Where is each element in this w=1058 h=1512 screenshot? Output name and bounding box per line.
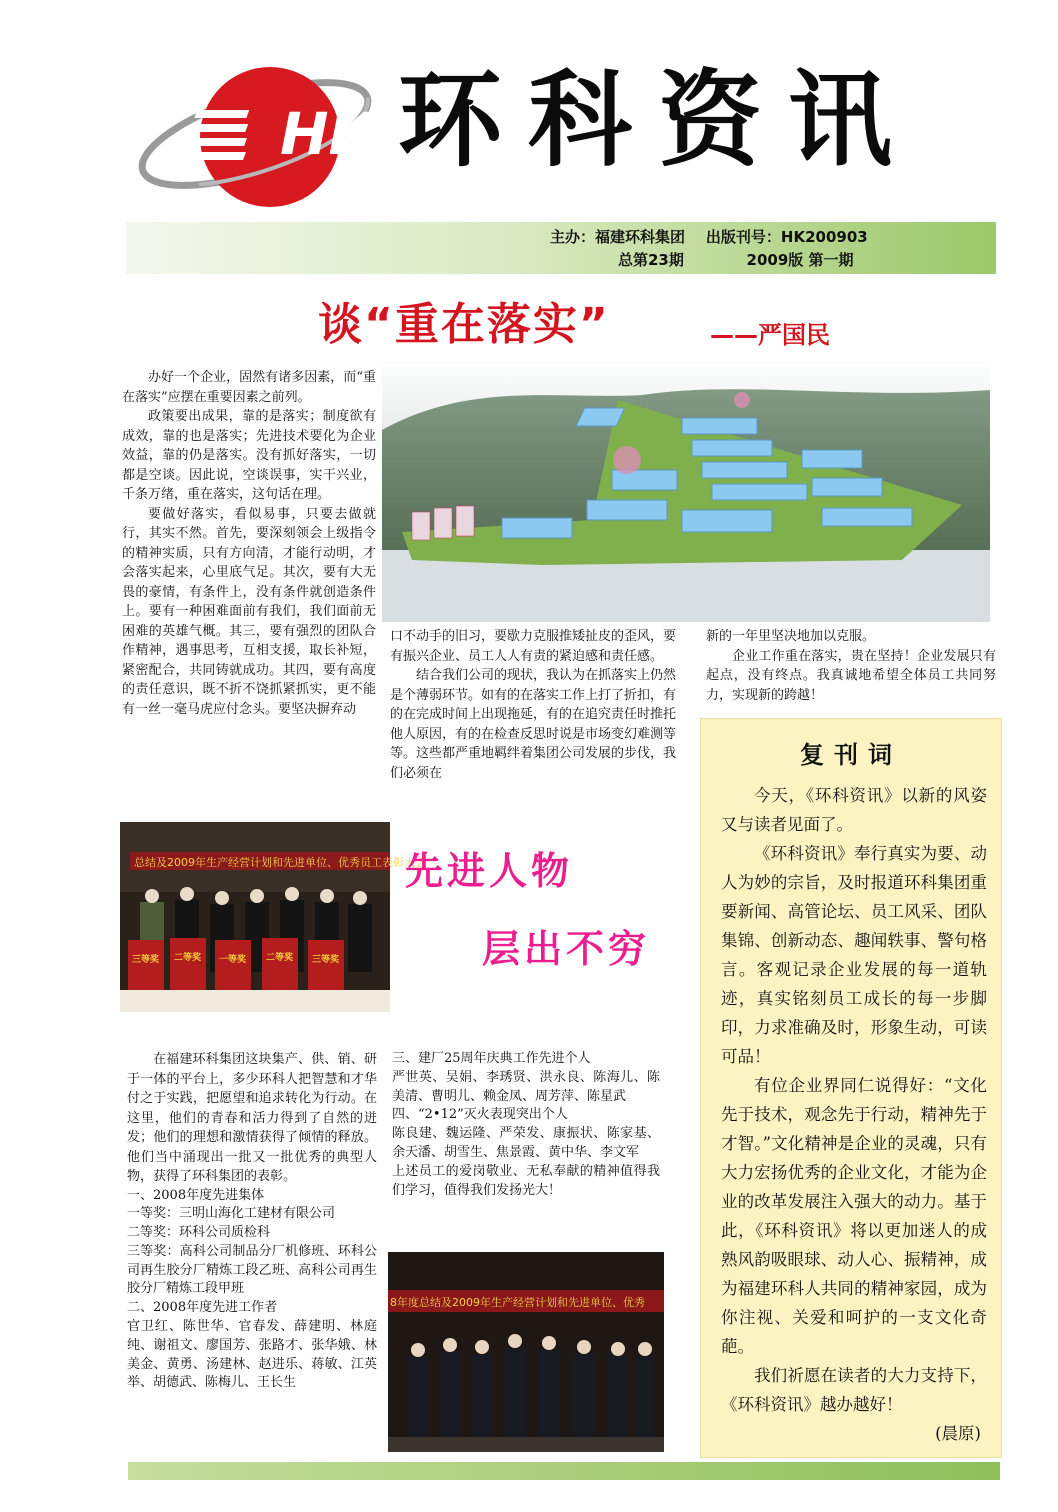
foreword-title: 复刊词 [800, 740, 902, 769]
award-flag-text: 三等奖 [132, 955, 160, 965]
footer-bar [128, 1462, 1000, 1480]
article-column-1 [122, 368, 376, 719]
foreword-paragraph: 《环科资讯》奉行真实为要、动人为妙的宗旨，及时报道环科集团重要新闻、高管论坛、员工风采、团队集锦、创新动态、趣闻轶事、警句格言。客观记录企业发展的每一道轨迹，真实铭刻员工成长的每一步脚印，力求准确及时，形象生动，可读可品！ [721, 844, 987, 1066]
masthead-title: 环科资讯 [398, 59, 919, 181]
honor-list-item: 四、“2•12”灭火表现突出个人 [392, 1107, 568, 1123]
honor-list-item: 陈良建、魏运隆、严荣发、康振状、陈家基、余天潘、胡雪生、焦景霞、黄中华、李文军 [392, 1126, 660, 1160]
foreword-paragraph: 有位企业界同仁说得好：“文化先于技术，观念先于行动，精神先于才智。”文化精神是企业的灵魂，只有大力宏扬优秀的企业文化，才能为企业的改革发展注入强大的动力。基于此，《环科资讯》将以更加迷人的成熟风韵吸眼球、动人心、振精神，成为福建环科人共同的精神家园，成为你注视、关爱和呵护的一支文化奇葩。 [721, 1076, 987, 1356]
photo-banner-text: 总结及2009年生产经营计划和先进单位、优秀员工表彰大会 [134, 856, 426, 869]
foreword-body [721, 781, 987, 1448]
honor-list-left [127, 1187, 377, 1394]
award-ceremony-photo [120, 822, 426, 1012]
article-paragraph: 结合我们公司的现状，我认为在抓落实上仍然是个薄弱环节。如有的在落实工作上打了折扣，有的在完成时间上出现拖延，有的在追究责任时推托他人原因，有的在检查反思时说是市场变幻难测等等。这些都严重地羁绊着集团公司发展的步伐，我们必须在 [390, 668, 677, 781]
article-column-3 [706, 627, 996, 705]
publication-info-bar [126, 222, 996, 274]
logo-text: HK [280, 100, 374, 168]
honor-list-item: 上述员工的爱岗敬业、无私奉献的精神值得我们学习，值得我们发扬光大！ [392, 1163, 660, 1198]
award-flag-text: 二等奖 [266, 953, 294, 963]
article-paragraph: 口不动手的旧习，要歇力克服推矮扯皮的歪风，要有振兴企业、员工人人有责的紧迫感和责任感。 [390, 629, 677, 664]
honor-list-item: 一、2008年度先进集体 [127, 1187, 265, 1203]
article-paragraph: 企业工作重在落实，贵在坚持！企业发展只有起点，没有终点。我真诚地希望全体员工共同努力，实现新的跨越！ [706, 648, 996, 703]
honor-list-item: 三、建厂25周年庆典工作先进个人 [392, 1051, 591, 1066]
honor-list-item: 二等奖：环科公司质检科 [127, 1225, 271, 1241]
honor-list-item: 二、2008年度先进工作者 [127, 1300, 278, 1316]
article-column-2 [390, 627, 676, 783]
publisher-line: 主办：福建环科集团 出版刊号：HK200903 [550, 228, 868, 246]
honor-list-item: 官卫红、陈世华、官春发、薛建明、林庭纯、谢祖文、廖国芳、张路才、张华娥、林美金、黄勇、汤建林、赵进乐、蒋敏、江英举、胡德武、陈梅儿、王长生 [127, 1319, 377, 1391]
article-paragraph: 政策要出成果，靠的是落实；制度欲有成效，靠的也是落实；先进技术要化为企业效益，靠的仍是落实。没有抓好落实，一切都是空谈。因此说，空谈误事，实干兴业，千条万绪，重在落实，这句话在理。 [122, 409, 376, 502]
feature-column-left [127, 1050, 377, 1393]
foreword-paragraph: 今天，《环科资讯》以新的风姿又与读者见面了。 [721, 786, 987, 834]
article-paragraph: 办好一个企业，固然有诸多因素，而“重在落实”应摆在重要因素之前列。 [122, 370, 376, 405]
feature-intro: 在福建环科集团这块集产、供、销、研于一体的平台上，多少环科人把智慧和才华付之于实践，把愿望和追求转化为行动。在这里，他们的青春和活力得到了自然的迸发；他们的理想和激情获得了倾情的释放。他们当中涌现出一批又一批优秀的典型人物，获得了环科集团的表彰。 [127, 1052, 377, 1184]
award-flag-text: 一等奖 [219, 955, 247, 965]
honor-list-item: 严世英、吴娟、李琇贤、洪永良、陈海儿、陈美清、曹明儿、赖金凤、周芳萍、陈星武 [392, 1069, 660, 1104]
honor-list-item: 一等奖：三明山海化工建材有限公司 [127, 1206, 336, 1222]
foreword-paragraph: 我们祈愿在读者的大力支持下，《环科资讯》越办越好！ [721, 1366, 987, 1414]
foreword-signature: (晨原) [935, 1424, 981, 1443]
article-paragraph: 新的一年里坚决地加以克服。 [706, 629, 876, 644]
issue-line: 总第23期 2009版 第一期 [618, 251, 854, 269]
honorees-photo [388, 1252, 664, 1452]
award-flag-text: 二等奖 [174, 953, 202, 963]
honor-list-item: 三等奖：高科公司制品分厂机修班、环科公司再生胶分厂精炼工段乙班、高科公司再生胶分厂精炼工段甲班 [127, 1243, 377, 1297]
honor-list-right [392, 1050, 660, 1200]
logo [130, 42, 380, 207]
article-headline: 谈“重在落实” [318, 299, 610, 350]
photo-banner-text: 8年度总结及2009年生产经营计划和先进单位、优秀 [390, 1296, 645, 1309]
factory-aerial-photo [382, 360, 990, 622]
article-byline: ——严国民 [710, 321, 830, 349]
foreword-box [700, 718, 1002, 1458]
slogan-advanced-people: 先进人物 [405, 849, 574, 893]
slogan-emerging: 层出不穷 [482, 927, 651, 971]
award-flag-text: 三等奖 [312, 955, 340, 965]
article-paragraph: 要做好落实，看似易事，只要去做就行，其实不然。首先，要深刻领会上级指令的精神实质，只有方向清，才能行动明，才会落实起来，心里底气足。其次，要有大无畏的豪情，有条件上，没有条件就创造条件上。要有一种困难面前有我们，我们面前无困难的英雄气概。其三，要有强烈的团队合作精神，遇事思考，互相支援，取长补短，紧密配合，共同铸就成功。其四，要有高度的责任意识，既不折不饶抓紧抓实，更不能有一丝一毫马虎应付念头。要坚决摒弃动 [122, 506, 376, 717]
